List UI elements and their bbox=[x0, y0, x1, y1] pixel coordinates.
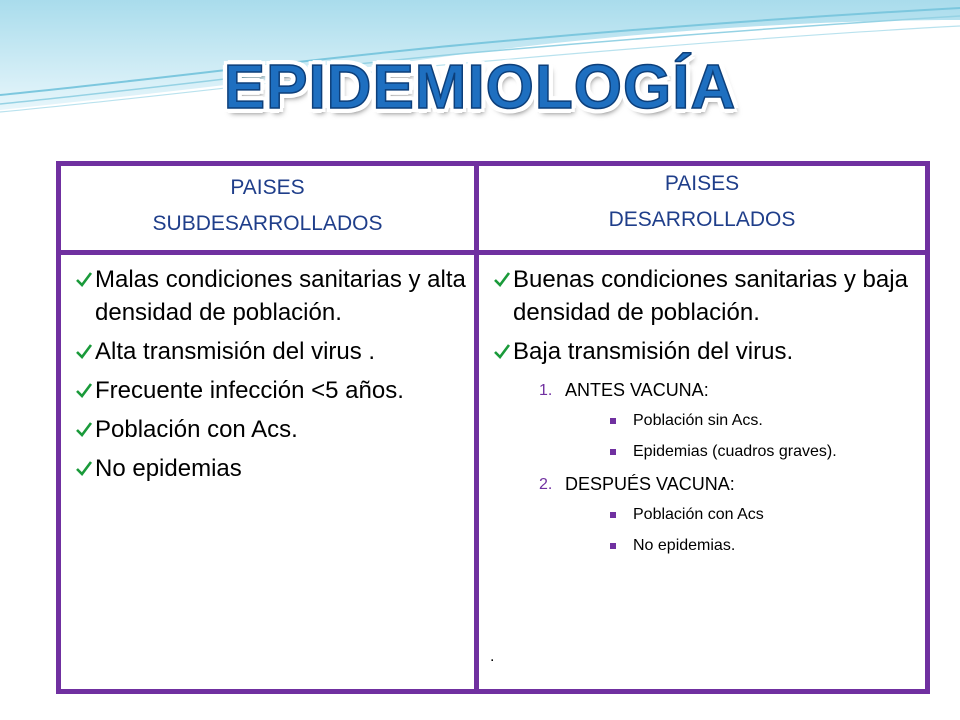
check-icon bbox=[75, 381, 93, 399]
square-bullet-icon bbox=[610, 512, 616, 518]
sub-bullet-item bbox=[479, 441, 919, 463]
item-number: 1. bbox=[539, 382, 553, 399]
sub-bullet-item bbox=[479, 535, 919, 557]
check-icon bbox=[75, 459, 93, 477]
check-icon bbox=[75, 342, 93, 360]
sub-bullet-text: Población con Acs bbox=[633, 506, 764, 523]
check-icon bbox=[493, 342, 511, 360]
list-item-text: Buenas condiciones sanitarias y baja densidad de población. bbox=[513, 266, 908, 326]
right-column-list bbox=[479, 263, 919, 566]
list-item bbox=[61, 374, 466, 407]
list-item bbox=[479, 263, 919, 329]
sub-bullet-item bbox=[479, 504, 919, 526]
list-item-text: Malas condiciones sanitarias y alta densidad de población. bbox=[95, 266, 466, 326]
list-item bbox=[61, 413, 466, 446]
numbered-item-text: ANTES VACUNA: bbox=[565, 380, 709, 400]
list-item bbox=[479, 335, 919, 368]
header-subdesarrollados bbox=[61, 170, 474, 242]
square-bullet-icon bbox=[610, 449, 616, 455]
sub-bullet-item bbox=[479, 410, 919, 432]
sub-bullet-text: No epidemias. bbox=[633, 537, 736, 554]
square-bullet-icon bbox=[610, 543, 616, 549]
header-line: SUBDESARROLLADOS bbox=[152, 212, 383, 235]
table-header-divider bbox=[56, 250, 930, 255]
list-item bbox=[61, 263, 466, 329]
numbered-item bbox=[479, 472, 919, 496]
slide-title: EPIDEMIOLOGÍA bbox=[223, 53, 737, 122]
list-item-text: No epidemias bbox=[95, 455, 242, 482]
list-item-text: Población con Acs. bbox=[95, 416, 298, 443]
list-item-text: Baja transmisión del virus. bbox=[513, 338, 794, 365]
numbered-item bbox=[479, 378, 919, 402]
sub-bullet-text: Epidemias (cuadros graves). bbox=[633, 443, 837, 460]
trailing-period: . bbox=[490, 648, 495, 665]
header-line: DESARROLLADOS bbox=[608, 208, 796, 231]
check-icon bbox=[493, 270, 511, 288]
header-line: PAISES bbox=[230, 176, 305, 199]
list-item-text: Alta transmisión del virus . bbox=[95, 338, 376, 365]
sub-bullet-text: Población sin Acs. bbox=[633, 412, 763, 429]
list-item-text: Frecuente infección <5 años. bbox=[95, 377, 404, 404]
list-item bbox=[61, 335, 466, 368]
header-line: PAISES bbox=[664, 172, 740, 195]
list-item bbox=[61, 452, 466, 485]
numbered-item-text: DESPUÉS VACUNA: bbox=[565, 474, 735, 494]
item-number: 2. bbox=[539, 476, 553, 493]
left-column-list bbox=[61, 263, 466, 491]
check-icon bbox=[75, 270, 93, 288]
header-desarrollados bbox=[479, 166, 925, 238]
square-bullet-icon bbox=[610, 418, 616, 424]
check-icon bbox=[75, 420, 93, 438]
